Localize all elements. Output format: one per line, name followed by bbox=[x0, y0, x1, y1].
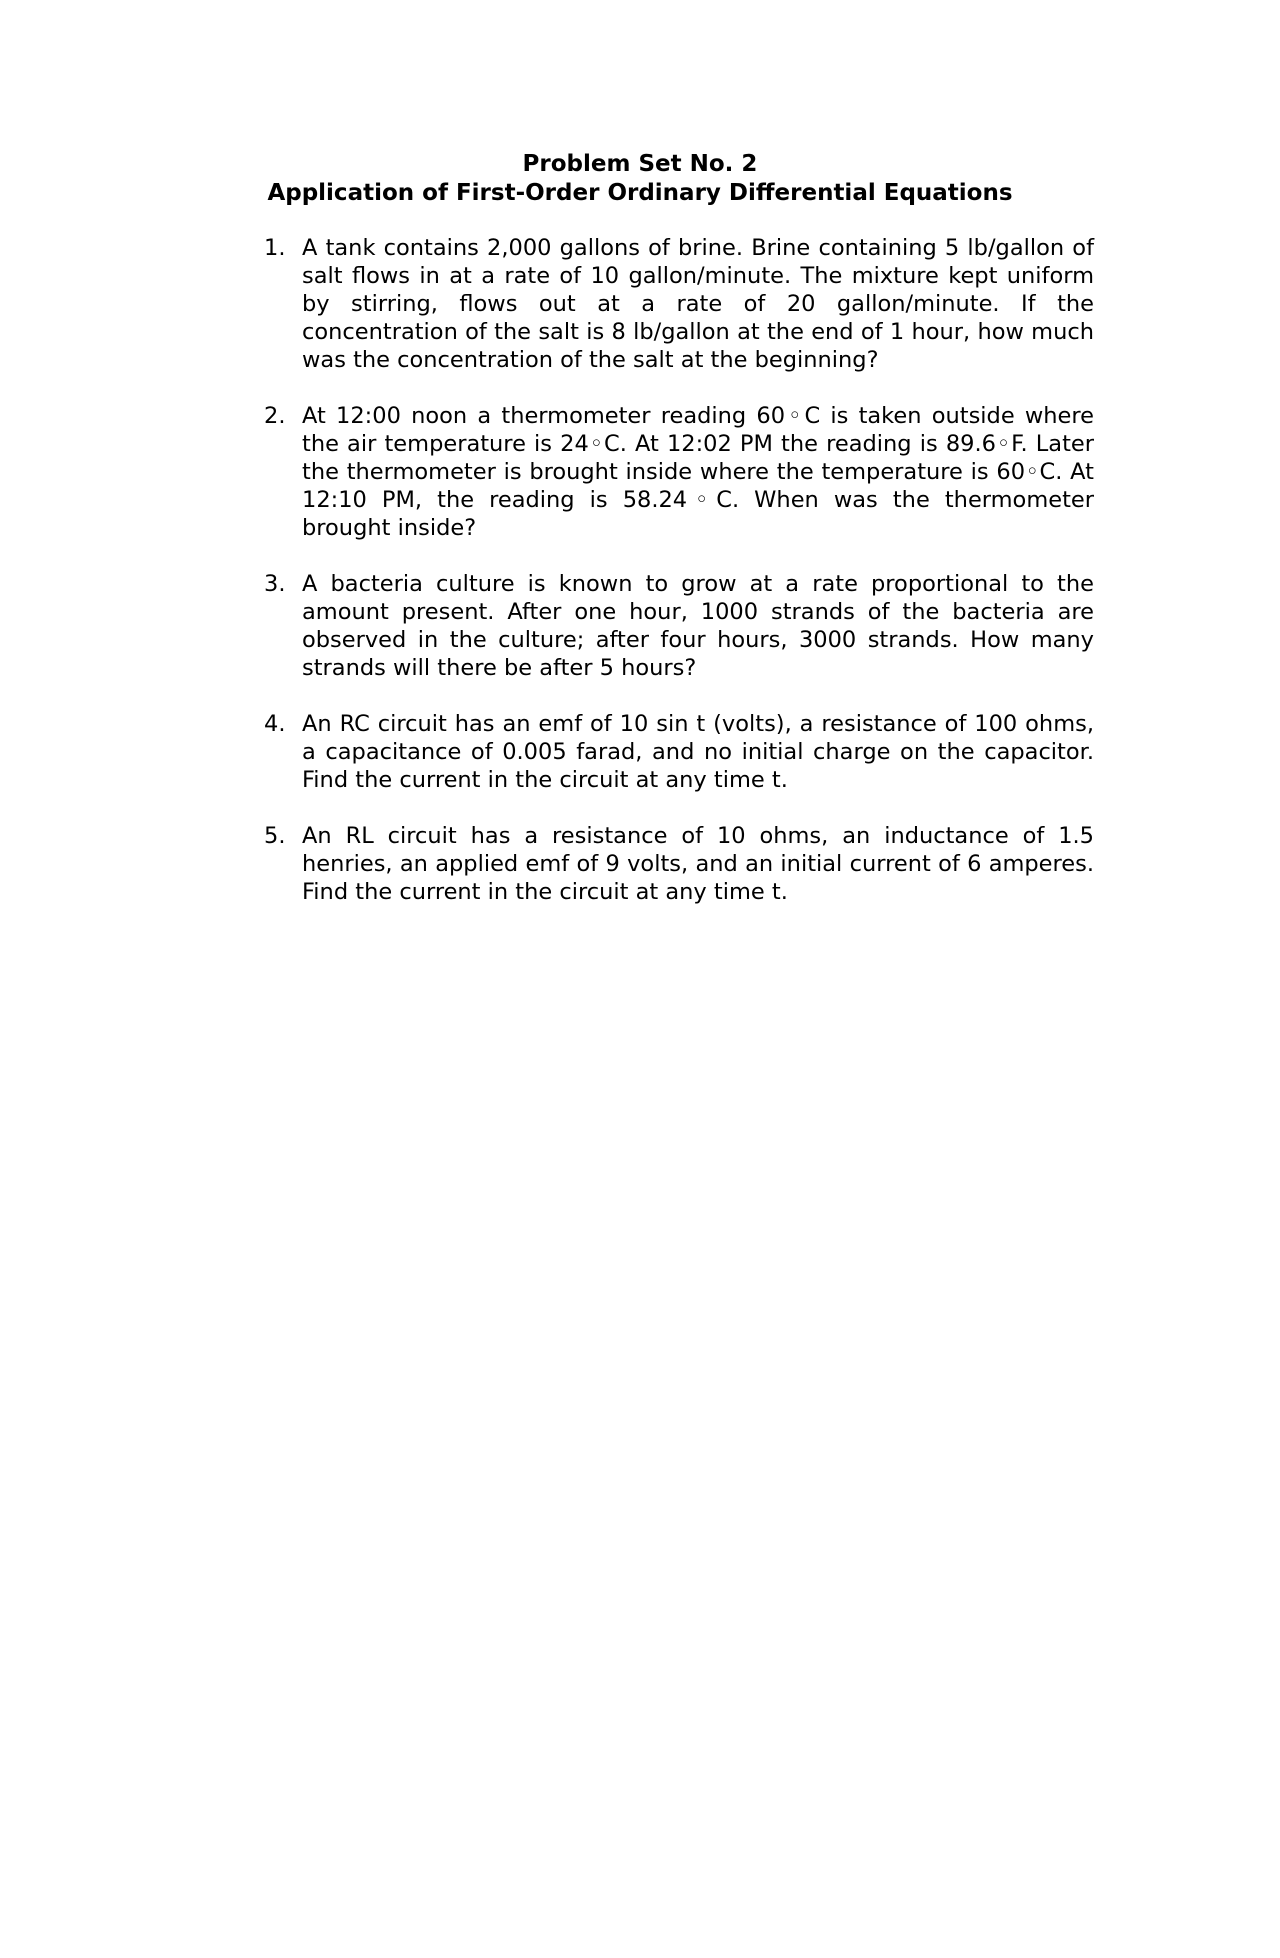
problem-list bbox=[264, 234, 1094, 934]
problem-text: An RL circuit has a resistance of 10 ohms, an inductance of 1.5 henries, an applied emf of 9 volts, and an initial current of 6 amperes. Find the current in the circuit at any time t. bbox=[302, 823, 1094, 905]
problem-text: At 12:00 noon a thermometer reading 60◦C is taken outside where the air temperature is 24◦C. At 12:02 PM the reading is 89.6◦F. Later the thermometer is brought inside where the temperature is 60◦C. At 12:10 PM, the reading is 58.24◦C. When was the thermometer brought inside? bbox=[302, 403, 1094, 541]
problem-number: 1. bbox=[264, 235, 286, 261]
problem-text: An RC circuit has an emf of 10 sin t (volts), a resistance of 100 ohms, a capacitance of 0.005 farad, and no initial charge on the capacitor. Find the current in the circuit at any time t. bbox=[302, 711, 1094, 793]
document-header bbox=[0, 150, 1280, 208]
problem-item-5 bbox=[264, 822, 1094, 906]
problem-text: A tank contains 2,000 gallons of brine. Brine containing 5 lb/gallon of salt flows in at a rate of 10 gallon/minute. The mixture kept uniform by stirring, flows out at a rate of 20 gallon/minute. If the concentration of the salt is 8 lb/gallon at the end of 1 hour, how much was the concentration of the salt at the beginning? bbox=[302, 235, 1094, 373]
problem-item-3 bbox=[264, 570, 1094, 682]
problem-item-1 bbox=[264, 234, 1094, 374]
problem-number: 2. bbox=[264, 403, 286, 429]
problem-number: 3. bbox=[264, 571, 286, 597]
problem-number: 5. bbox=[264, 823, 286, 849]
document-subtitle: Application of First-Order Ordinary Differential Equations bbox=[267, 180, 1013, 206]
problem-number: 4. bbox=[264, 711, 286, 737]
problem-item-2 bbox=[264, 402, 1094, 542]
document-title: Problem Set No. 2 bbox=[522, 151, 758, 177]
problem-text: A bacteria culture is known to grow at a rate proportional to the amount present. After one hour, 1000 strands of the bacteria are observed in the culture; after four hours, 3000 strands. How many strands will there be after 5 hours? bbox=[302, 571, 1094, 681]
problem-item-4 bbox=[264, 710, 1094, 794]
